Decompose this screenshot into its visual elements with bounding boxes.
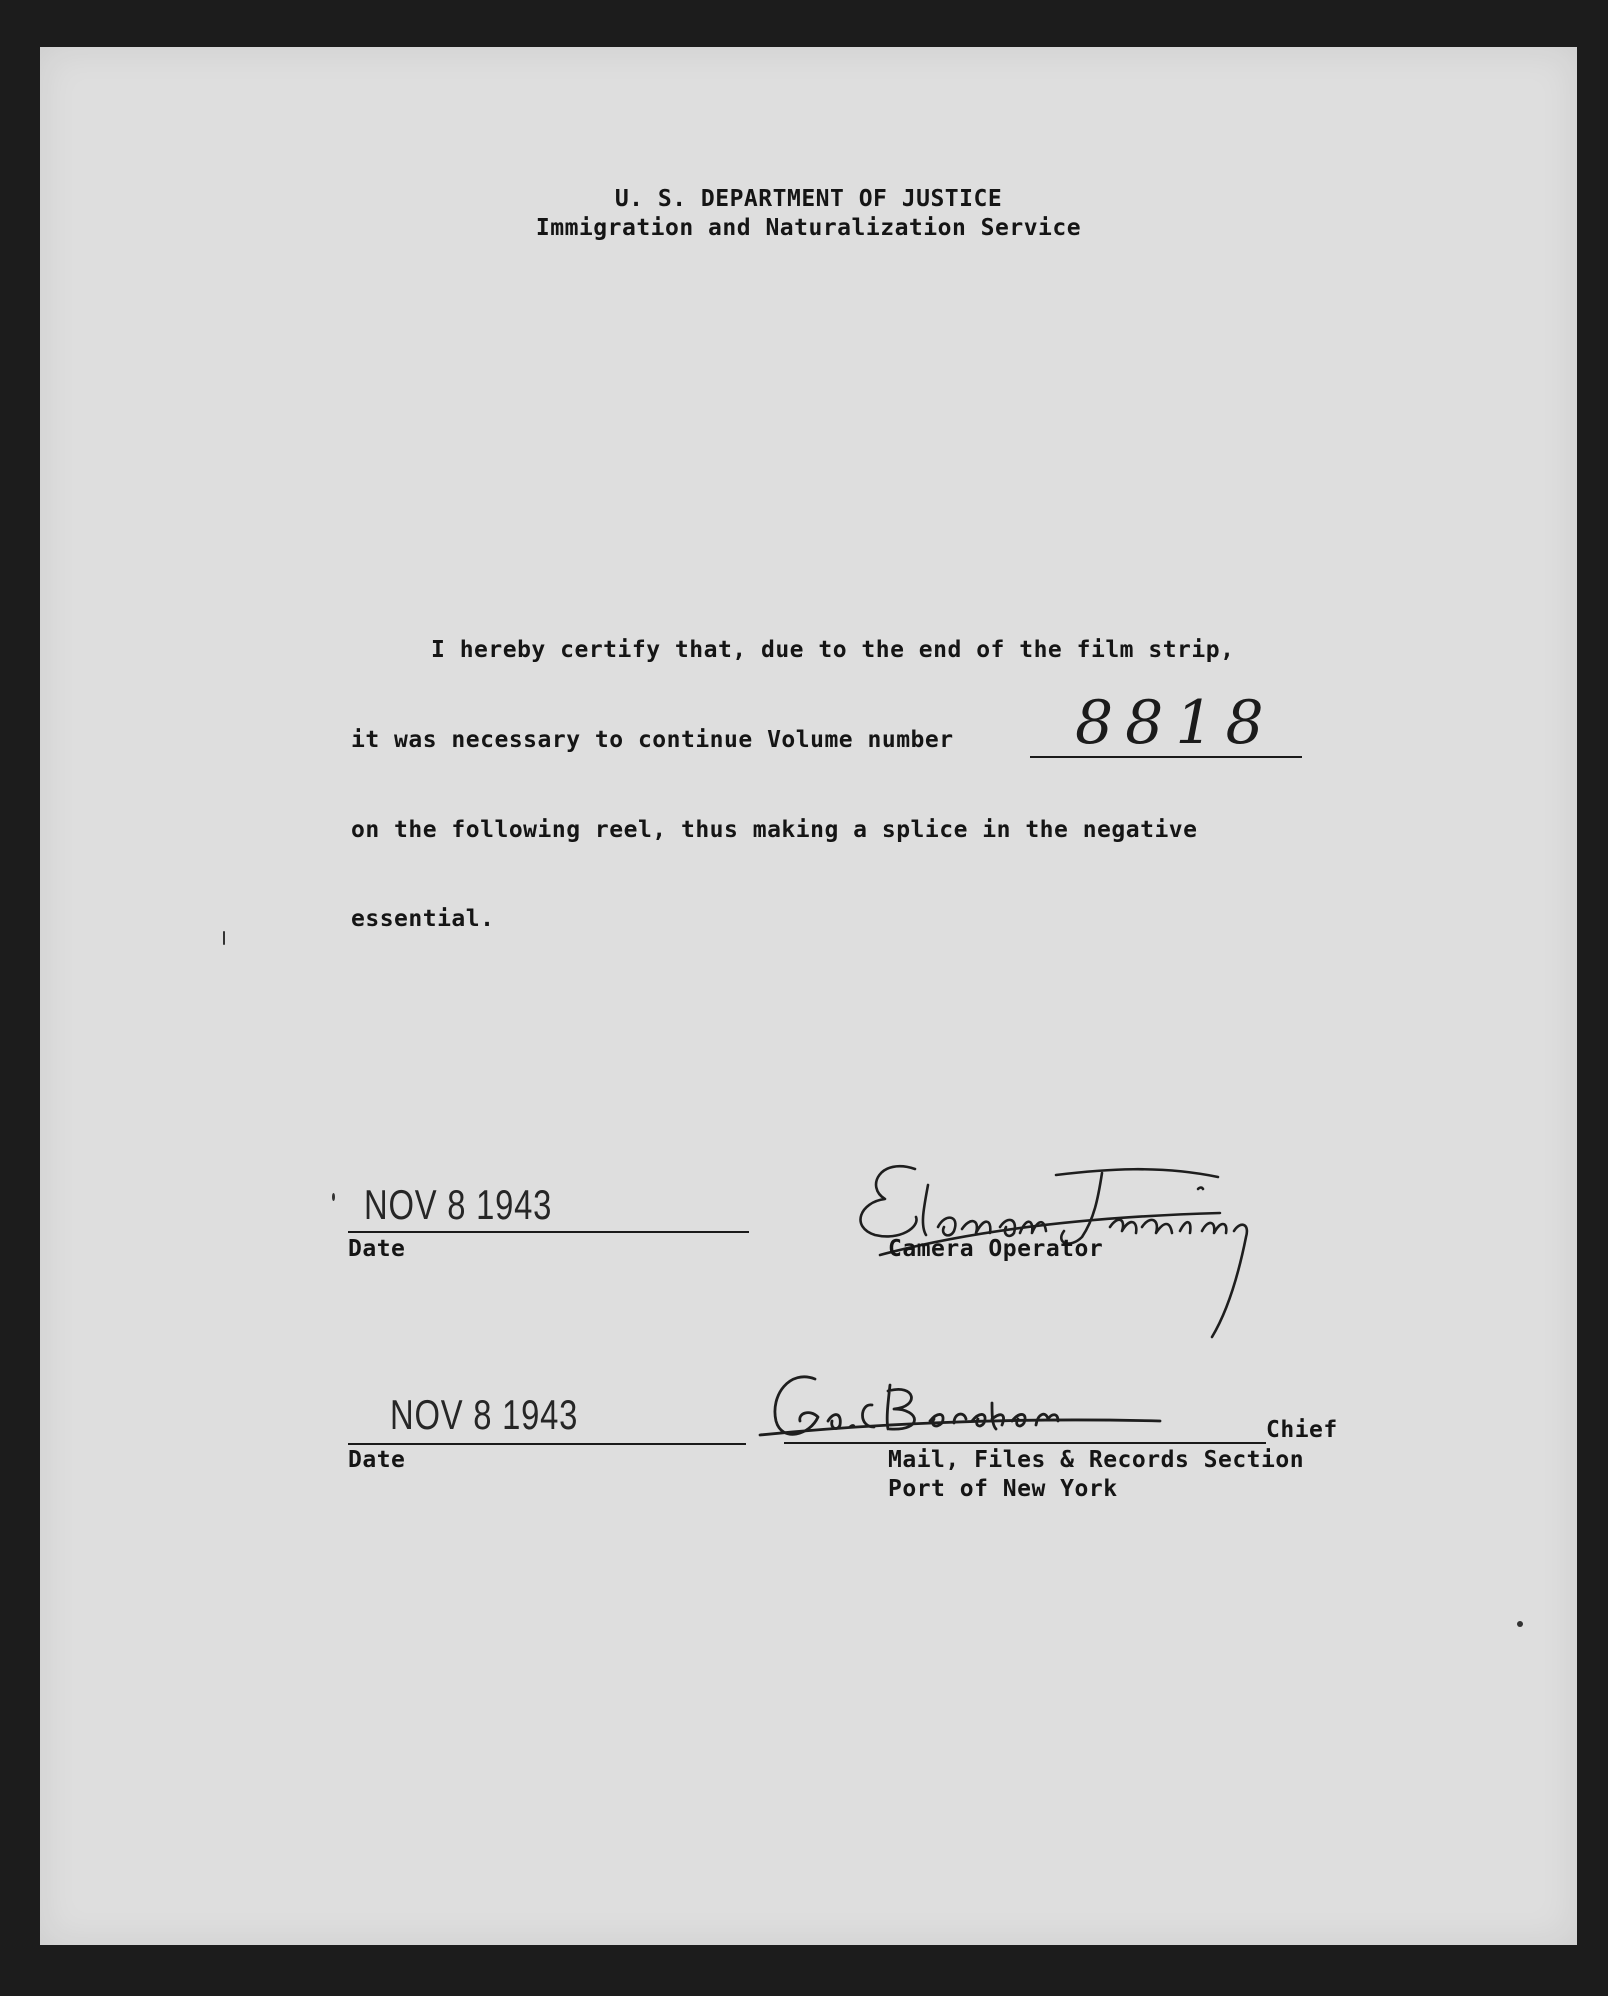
chief-date-stamp: NOV 8 1943 bbox=[390, 1391, 579, 1438]
port-line: Port of New York bbox=[888, 1476, 1118, 1502]
service-heading: Immigration and Naturalization Service bbox=[535, 215, 1082, 241]
scan-speck bbox=[1517, 1621, 1523, 1627]
camera-date-stamp: NOV 8 1943 bbox=[364, 1181, 553, 1228]
section-line: Mail, Files & Records Section bbox=[888, 1447, 1305, 1473]
document-page bbox=[40, 47, 1577, 1945]
camera-date-label: Date bbox=[348, 1236, 406, 1262]
chief-signature-rule bbox=[784, 1442, 1266, 1444]
scan-speck bbox=[223, 931, 225, 945]
certify-line-3: on the following reel, thus making a splice in the negative bbox=[351, 817, 1198, 843]
chief-date-rule bbox=[348, 1443, 746, 1445]
agency-heading: U. S. DEPARTMENT OF JUSTICE bbox=[614, 186, 1003, 212]
certify-line-2: it was necessary to continue Volume number bbox=[351, 727, 954, 753]
chief-label: Chief bbox=[1266, 1417, 1338, 1443]
certify-line-1: I hereby certify that, due to the end of the film strip, bbox=[431, 637, 1235, 663]
chief-date-label: Date bbox=[348, 1447, 406, 1473]
camera-date-rule bbox=[348, 1231, 749, 1233]
certify-line-4: essential. bbox=[351, 906, 495, 932]
camera-operator-label: Camera Operator bbox=[888, 1236, 1104, 1262]
volume-number-handwritten: 8818 bbox=[1075, 688, 1276, 758]
scan-speck bbox=[332, 1193, 335, 1201]
